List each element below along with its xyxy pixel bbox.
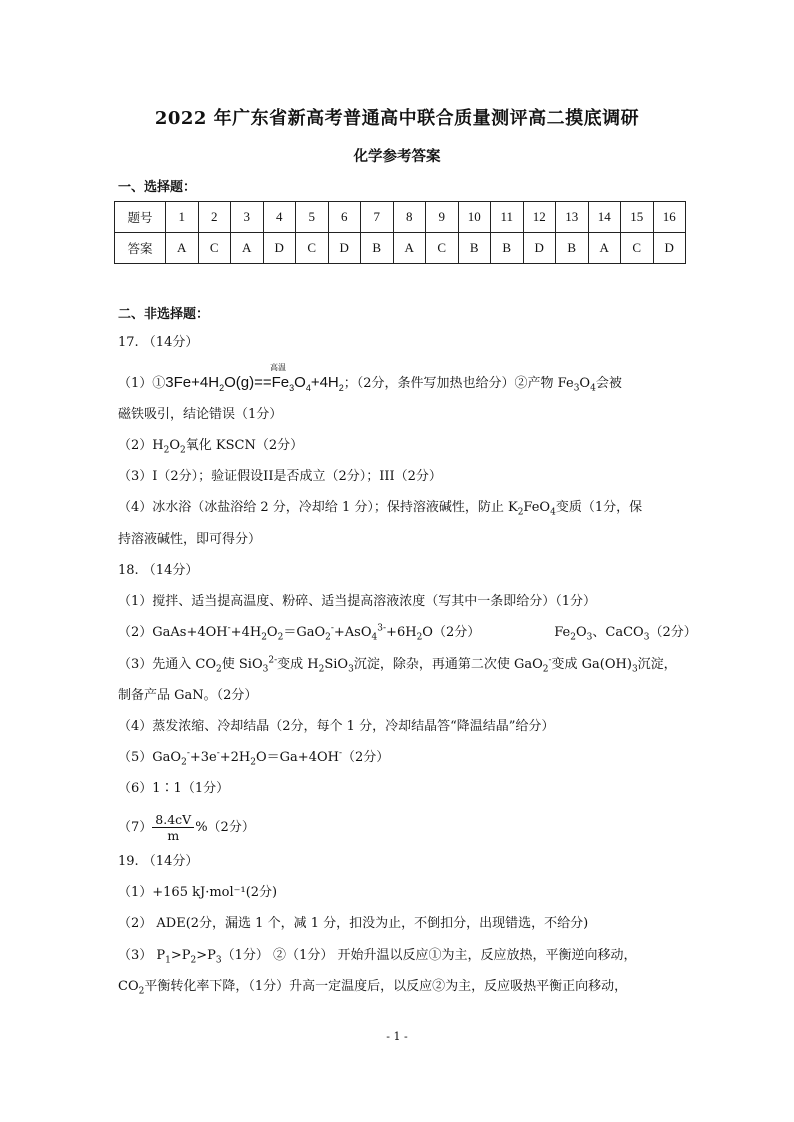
table-row-answers xyxy=(115,233,686,264)
subscript: 2 xyxy=(416,632,423,643)
page-number: - 1 - xyxy=(386,1030,408,1043)
q18-heading: 18. （14分） xyxy=(118,563,199,578)
q19-heading: 19. （14分） xyxy=(118,854,199,869)
text-run: （5）GaO xyxy=(118,750,182,765)
superscript: - xyxy=(330,623,334,634)
table-cell: 12 xyxy=(523,202,556,233)
table-cell: 10 xyxy=(458,202,491,233)
superscript: - xyxy=(216,748,220,759)
subscript: 3 xyxy=(643,632,650,643)
text-run: +2H xyxy=(219,750,251,765)
q19-line-4 xyxy=(118,978,627,996)
table-cell: A xyxy=(166,233,199,264)
text-run: 变成 H xyxy=(277,657,319,672)
table-cell: C xyxy=(426,233,459,264)
text-run: CO xyxy=(118,979,139,994)
text-run: 沉淀，除杂，再通第二次使 GaO xyxy=(353,657,543,672)
table-cell: B xyxy=(491,233,524,264)
subscript: 2 xyxy=(261,632,267,643)
text-run: 氧化 KSCN（2分） xyxy=(185,438,304,453)
table-cell: D xyxy=(328,233,361,264)
q17-line-3 xyxy=(118,437,303,455)
fraction-denominator: m xyxy=(167,828,180,843)
table-cell: 13 xyxy=(556,202,589,233)
subscript: 2 xyxy=(180,445,186,456)
subscript: 2 xyxy=(216,664,222,675)
text-run: +3e xyxy=(189,750,217,765)
text-run: O xyxy=(266,625,278,640)
table-cell: D xyxy=(523,233,556,264)
q17-line-4: （3）I（2分）；验证假设II是否成立（2分）；III（2分） xyxy=(118,469,442,484)
text-run: 沉淀， xyxy=(637,657,677,672)
text-run: O(g)==Fe xyxy=(224,374,290,391)
subscript: 3 xyxy=(573,383,580,394)
text-run: 变成 Ga(OH) xyxy=(551,657,632,672)
q17-line-2: 磁铁吸引，结论错误（1分） xyxy=(118,407,283,422)
q18-line-1: （1）搅拌、适当提高温度、粉碎、适当提高溶液浓度（写其中一条即给分）（1分） xyxy=(118,594,597,609)
text-run: %（2分） xyxy=(195,820,255,835)
table-cell: D xyxy=(653,233,686,264)
text-run: Fe xyxy=(554,625,571,640)
subscript: 2 xyxy=(277,632,284,643)
q19-line-3 xyxy=(118,947,636,965)
text-run: （1分） ②（1分） 开始升温以反应①为主，反应放热，平衡逆向移动， xyxy=(221,948,637,963)
text-run: （2分） xyxy=(342,750,390,765)
text-run: （2）GaAs+4OH xyxy=(118,625,228,640)
text-run: +6H xyxy=(386,625,417,640)
table-cell: 7 xyxy=(361,202,394,233)
table-cell: A xyxy=(393,233,426,264)
text-run: +AsO xyxy=(333,625,372,640)
subscript: 2 xyxy=(517,507,524,518)
table-cell: C xyxy=(621,233,654,264)
table-cell: 9 xyxy=(426,202,459,233)
q19-line-1: （1）+165 kJ·mol⁻¹(2分) xyxy=(118,885,278,900)
q18-line-8 xyxy=(118,812,255,843)
text-run: 平衡转化率下降，（1分）升高一定温度后，以反应②为主，反应吸热平衡正向移动， xyxy=(144,979,628,994)
superscript: - xyxy=(186,748,190,759)
section-nonchoice-heading: 二、非选择题： xyxy=(118,307,210,322)
table-cell: 5 xyxy=(296,202,329,233)
q17-line-6: 持溶液碱性，即可得分） xyxy=(118,532,262,547)
text-run: 变质（1分，保 xyxy=(555,500,643,515)
superscript: - xyxy=(227,623,231,634)
fraction-numerator: 8.4cV xyxy=(152,812,194,828)
text-run: SiO xyxy=(324,657,349,672)
q19-line-2: （2） ADE(2分，漏选 1 个，减 1 分，扣没为止，不倒扣分，出现错选，不给分) xyxy=(118,916,589,931)
subscript: 2 xyxy=(250,757,257,768)
subscript: 2 xyxy=(318,664,325,675)
subscript: 3 xyxy=(289,383,295,393)
q18-line-2 xyxy=(118,624,697,642)
subscript: 4 xyxy=(590,383,596,394)
text-run: +4H xyxy=(310,374,339,391)
subscript: 2 xyxy=(338,383,344,393)
page-subtitle: 化学参考答案 xyxy=(353,148,441,165)
subscript: 3 xyxy=(348,664,354,675)
equation xyxy=(165,374,344,391)
table-cell: A xyxy=(231,233,264,264)
text-run: 会被 xyxy=(595,376,622,391)
table-cell: B xyxy=(361,233,394,264)
q17-line-1 xyxy=(118,374,622,393)
q18-line-5: （4）蒸发浓缩、冷却结晶（2分，每个 1 分，冷却结晶答“降温结晶”给分） xyxy=(118,719,555,734)
text-run: ＝GaO xyxy=(283,625,326,640)
subscript: 3 xyxy=(631,664,638,675)
superscript: 3- xyxy=(377,623,387,634)
table-header-cell: 答案 xyxy=(115,233,166,264)
subscript: 1 xyxy=(165,955,171,966)
text-run: O xyxy=(294,374,306,391)
text-run: 使 SiO xyxy=(221,657,263,672)
subscript: 3 xyxy=(262,664,269,675)
subscript: 2 xyxy=(219,383,225,393)
q18-line-6 xyxy=(118,749,389,767)
q18-line-3 xyxy=(118,656,677,674)
q18-line-7: （6）1∶1（1分） xyxy=(118,781,230,796)
text-run: （3）先通入 CO xyxy=(118,657,217,672)
table-cell: A xyxy=(588,233,621,264)
text-run: O xyxy=(575,625,587,640)
table-cell: C xyxy=(198,233,231,264)
q18-line-4: 制备产品 GaN。（2分） xyxy=(118,688,258,703)
text-run: （1）① xyxy=(118,376,166,391)
table-cell: B xyxy=(556,233,589,264)
table-cell: C xyxy=(296,233,329,264)
q17-heading: 17. （14分） xyxy=(118,335,199,350)
subscript: 2 xyxy=(138,986,145,997)
text-run: O xyxy=(579,376,591,391)
text-run: （2）H xyxy=(118,438,164,453)
table-header-cell: 题号 xyxy=(115,202,166,233)
section-choice-heading: 一、选择题： xyxy=(118,180,197,195)
page-title: 2022 年广东省新高考普通高中联合质量测评高二摸底调研 xyxy=(154,108,640,129)
table-cell: 8 xyxy=(393,202,426,233)
text-run: O（2分） xyxy=(422,625,481,640)
fraction xyxy=(152,812,194,843)
subscript: 3 xyxy=(215,955,222,966)
text-run: >P xyxy=(196,948,216,963)
text-run: +4H xyxy=(230,625,262,640)
subscript: 2 xyxy=(181,757,187,768)
table-cell: 6 xyxy=(328,202,361,233)
text-run: O＝Ga+4OH xyxy=(256,750,339,765)
text-run: （3） P xyxy=(118,948,166,963)
text-run: 、CaCO xyxy=(592,625,644,640)
subscript: 2 xyxy=(163,445,170,456)
subscript: 2 xyxy=(325,632,331,643)
subscript: 3 xyxy=(586,632,593,643)
table-cell: 2 xyxy=(198,202,231,233)
text-run: >P xyxy=(170,948,191,963)
superscript: - xyxy=(548,655,552,666)
q17-line-5 xyxy=(118,499,642,517)
subscript: 4 xyxy=(550,507,556,518)
table-cell: 14 xyxy=(588,202,621,233)
table-row-numbers xyxy=(115,202,686,233)
table-cell: B xyxy=(458,233,491,264)
table-cell: D xyxy=(263,233,296,264)
text-run: O xyxy=(169,438,181,453)
text-run: FeO xyxy=(523,500,551,515)
text-run: ；（2分，条件写加热也给分）②产物 Fe xyxy=(343,376,574,391)
answer-table xyxy=(114,201,686,264)
superscript: 2- xyxy=(268,655,278,666)
table-cell: 16 xyxy=(653,202,686,233)
subscript: 2 xyxy=(190,955,197,966)
superscript: - xyxy=(338,748,343,759)
text-run: 3Fe+4H xyxy=(165,374,220,391)
table-cell: 15 xyxy=(621,202,654,233)
subscript: 4 xyxy=(305,383,311,393)
table-cell: 3 xyxy=(231,202,264,233)
table-cell: 11 xyxy=(491,202,524,233)
table-cell: 1 xyxy=(166,202,199,233)
table-cell: 4 xyxy=(263,202,296,233)
subscript: 2 xyxy=(570,632,576,643)
subscript: 4 xyxy=(371,632,378,643)
text-run: （7） xyxy=(118,820,153,835)
reaction-condition-label: 高温 xyxy=(270,363,286,372)
text-run: （2分） xyxy=(649,625,697,640)
text-run: （4）冰水浴（冰盐浴给 2 分，冷却给 1 分）；保持溶液碱性，防止 K xyxy=(118,500,518,515)
subscript: 2 xyxy=(542,664,549,675)
